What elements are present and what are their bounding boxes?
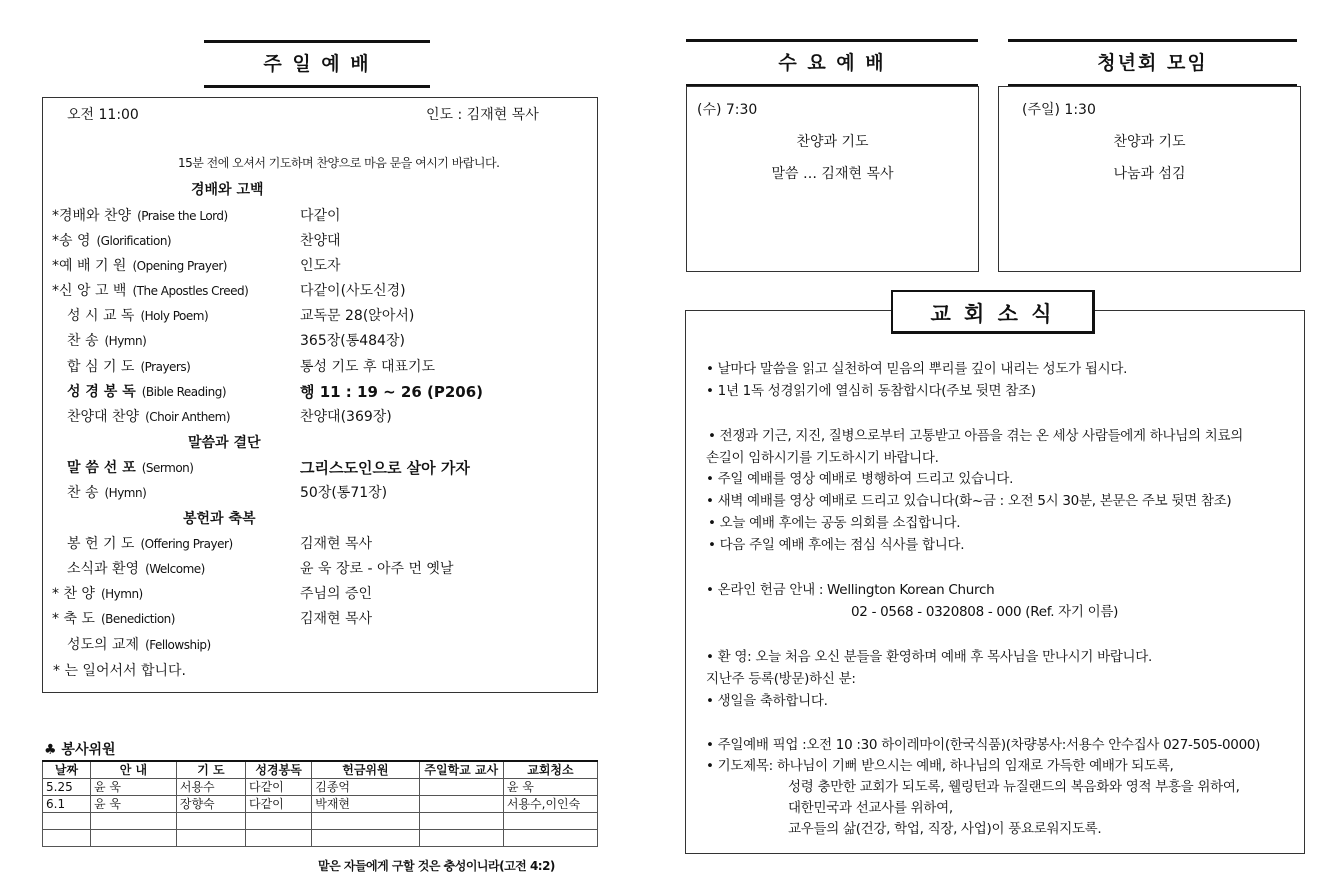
order-item-korean: 성도의 교제 [67, 637, 140, 653]
youth-title: 청년회 모임 [1008, 39, 1297, 87]
service-team-header: 주일학교 교사 [419, 761, 503, 779]
service-team-header: 성경봉독 [246, 761, 312, 779]
order-item-label [52, 255, 227, 275]
order-item-korean: 성 시 교 독 [67, 308, 135, 324]
order-item-label [52, 608, 175, 628]
order-item-korean: *신 앙 고 백 [52, 283, 127, 299]
service-team-row [43, 830, 598, 847]
news-item: 지난주 등록(방문)하신 분: [706, 671, 856, 687]
service-team-row [43, 813, 598, 830]
news-item: 02 - 0568 - 0320808 - 000 (Ref. 자기 이름) [851, 604, 1119, 620]
service-team-cell [90, 813, 176, 830]
order-item-english: (Hymn) [104, 334, 147, 348]
order-item-value: 다같이(사도신경) [300, 283, 406, 299]
youth-line1: 찬양과 기도 [1113, 134, 1186, 150]
order-item-value: 행 11 : 19 ~ 26 (P206) [300, 383, 484, 401]
order-item-value: 인도자 [300, 258, 341, 274]
service-team-cell: 윤 욱 [503, 779, 597, 796]
news-item: • 주일 예배를 영상 예배로 병행하여 드리고 있습니다. [706, 471, 1014, 487]
service-team-header: 교회청소 [503, 761, 597, 779]
order-item-english: (Offering Prayer) [140, 537, 233, 551]
news-item: • 환 영: 오늘 처음 오신 분들을 환영하며 예배 후 목사님을 만나시기 바랍니다. [706, 649, 1153, 665]
order-item-value: 김재현 목사 [300, 611, 373, 627]
order-item-english: (Hymn) [100, 587, 143, 601]
news-item: • 기도제목: 하나님이 기뻐 받으시는 예배, 하나님의 임재로 가득한 예배가 되도록, [706, 758, 1174, 774]
order-item-label [67, 482, 146, 502]
order-item-value: 통성 기도 후 대표기도 [300, 359, 436, 375]
sunday-time: 오전 11:00 [67, 107, 139, 123]
order-item-english: (Praise the Lord) [137, 209, 228, 223]
order-item-label [67, 381, 226, 401]
order-item-label [67, 330, 146, 350]
news-item: • 오늘 예배 후에는 공동 의회를 소집합니다. [708, 515, 961, 531]
order-item-english: (The Apostles Creed) [132, 284, 249, 298]
wednesday-title: 수 요 예 배 [686, 39, 978, 87]
news-item: • 1년 1독 성경읽기에 열심히 동참합시다(주보 뒷면 참조) [706, 383, 1036, 399]
order-item-value: 찬양대(369장) [300, 409, 392, 425]
service-team-cell [176, 813, 245, 830]
service-team-cell [90, 830, 176, 847]
sunday-title: 주 일 예 배 [204, 40, 430, 88]
order-item-english: (Prayers) [140, 360, 191, 374]
closing-verse: 맡은 자들에게 구할 것은 충성이니라(고전 4:2) [318, 859, 555, 873]
news-item: • 전쟁과 기근, 지진, 질병으로부터 고통받고 아픔을 겪는 온 세상 사람들에게 하나님의 치료의 [708, 428, 1243, 444]
service-team-row [43, 796, 598, 813]
order-item-korean: * 축 도 [52, 611, 95, 627]
service-team-cell [312, 813, 419, 830]
service-team-cell [419, 830, 503, 847]
order-item-english: (Hymn) [104, 486, 147, 500]
order-item-label [67, 356, 190, 376]
order-item-value: 그리스도인으로 살아 가자 [300, 459, 470, 477]
news-item: 교우들의 삶(건강, 학업, 직장, 사업)이 풍요로워지도록. [788, 821, 1102, 837]
news-item: 대한민국과 선교사를 위하여, [788, 800, 953, 816]
order-item-value: 50장(통71장) [300, 485, 388, 501]
order-item-label [67, 457, 193, 477]
news-item: • 주일예배 픽업 :오전 10 :30 하이레마이(한국식품)(차량봉사:서용수 안수집사 027-505-0000) [706, 737, 1261, 753]
order-item-label [67, 305, 208, 325]
service-team-cell [312, 830, 419, 847]
order-item-english: (Choir Anthem) [145, 410, 231, 424]
service-team-cell [246, 830, 312, 847]
order-item-korean: 찬양대 찬양 [67, 409, 140, 425]
order-item-value: 다같이 [300, 208, 341, 224]
service-team-cell [43, 830, 91, 847]
order-item-english: (Opening Prayer) [132, 259, 227, 273]
service-team-cell: 서용수,이인숙 [503, 796, 597, 813]
order-item-korean: * 찬 양 [52, 586, 95, 602]
sunday-notice: 15분 전에 오셔서 기도하며 찬양으로 마음 문을 여시기 바랍니다. [178, 156, 500, 170]
service-team-cell: 박재현 [312, 796, 419, 813]
wednesday-time: (수) 7:30 [697, 102, 758, 118]
section-offering-blessing: 봉헌과 축복 [183, 511, 256, 527]
order-item-value: 찬양대 [300, 233, 341, 249]
service-team-cell [43, 813, 91, 830]
order-item-value: 주님의 증인 [300, 586, 373, 602]
order-item-korean: 합 심 기 도 [67, 359, 135, 375]
order-item-korean: 봉 헌 기 도 [67, 536, 135, 552]
service-team-cell: 다같이 [246, 796, 312, 813]
order-item-value: 교독문 28(앉아서) [300, 308, 415, 324]
service-team-header: 기 도 [176, 761, 245, 779]
order-item-label [52, 280, 248, 300]
order-item-korean: 찬 송 [67, 333, 99, 349]
order-item-english: (Holy Poem) [140, 309, 209, 323]
service-team-header: 날짜 [43, 761, 91, 779]
news-item: • 생일을 축하합니다. [706, 693, 828, 709]
wednesday-line1: 찬양과 기도 [796, 134, 869, 150]
order-item-korean: *예 배 기 원 [52, 258, 127, 274]
order-item-english: (Welcome) [145, 562, 205, 576]
service-team-cell: 서용수 [176, 779, 245, 796]
order-item-value: 윤 욱 장로 - 아주 먼 옛날 [300, 561, 454, 577]
service-team-title: ♣ 봉사위원 [44, 742, 116, 758]
service-team-cell: 장향숙 [176, 796, 245, 813]
order-item-value: 김재현 목사 [300, 536, 373, 552]
service-team-cell [419, 796, 503, 813]
section-worship-confession: 경배와 고백 [191, 182, 264, 198]
service-team-header: 안 내 [90, 761, 176, 779]
service-team-cell: 김종억 [312, 779, 419, 796]
service-team-cell: 윤 욱 [90, 779, 176, 796]
order-item-label [67, 533, 233, 553]
order-item-label [52, 230, 171, 250]
service-team-cell [503, 813, 597, 830]
service-team-cell [419, 813, 503, 830]
service-team-cell [246, 813, 312, 830]
order-item-english: (Benediction) [100, 612, 175, 626]
news-item: • 날마다 말씀을 읽고 실천하여 믿음의 뿌리를 깊이 내리는 성도가 됩시다. [706, 361, 1128, 377]
order-item-label [67, 406, 230, 426]
news-item: • 다음 주일 예배 후에는 점심 식사를 합니다. [708, 537, 965, 553]
order-item-english: (Sermon) [141, 461, 194, 475]
service-team-cell: 다같이 [246, 779, 312, 796]
order-item-label [52, 583, 143, 603]
order-item-korean: *경배와 찬양 [52, 208, 132, 224]
order-item-english: (Bible Reading) [141, 385, 227, 399]
service-team-cell [503, 830, 597, 847]
order-item-korean: 찬 송 [67, 485, 99, 501]
service-team-cell: 윤 욱 [90, 796, 176, 813]
order-item-english: (Fellowship) [145, 638, 211, 652]
news-item: • 온라인 헌금 안내 : Wellington Korean Church [706, 582, 995, 598]
service-team-cell [176, 830, 245, 847]
service-team-cell: 6.1 [43, 796, 91, 813]
service-team-header: 헌금위원 [312, 761, 419, 779]
order-item-korean: 성 경 봉 독 [67, 384, 136, 400]
news-title: 교 회 소 식 [891, 290, 1095, 334]
service-team-row [43, 779, 598, 796]
service-team-cell [419, 779, 503, 796]
order-item-label [67, 558, 205, 578]
youth-line2: 나눔과 섬김 [1113, 166, 1186, 182]
service-team-table [42, 760, 598, 847]
order-item-english: (Glorification) [96, 234, 172, 248]
standing-footnote: * 는 일어서서 합니다. [53, 663, 186, 679]
news-item: 손길이 임하시기를 기도하시기 바랍니다. [706, 450, 939, 466]
order-item-korean: *송 영 [52, 233, 91, 249]
news-item: • 새벽 예배를 영상 예배로 드리고 있습니다(화~금 : 오전 5시 30분, 본문은 주보 뒷면 참조) [706, 493, 1232, 509]
order-item-korean: 소식과 환영 [67, 561, 140, 577]
youth-time: (주일) 1:30 [1022, 102, 1096, 118]
sunday-leader: 인도 : 김재현 목사 [426, 107, 539, 123]
order-item-value: 365장(통484장) [300, 333, 405, 349]
section-word-decision: 말씀과 결단 [188, 435, 261, 451]
order-item-korean: 말 씀 선 포 [67, 460, 136, 476]
service-team-cell: 5.25 [43, 779, 91, 796]
wednesday-line2: 말씀 … 김재현 목사 [771, 166, 894, 182]
news-item: 성령 충만한 교회가 되도록, 웰링턴과 뉴질랜드의 복음화와 영적 부흥을 위하여, [788, 779, 1240, 795]
order-item-label [52, 205, 228, 225]
order-item-label [67, 634, 211, 654]
